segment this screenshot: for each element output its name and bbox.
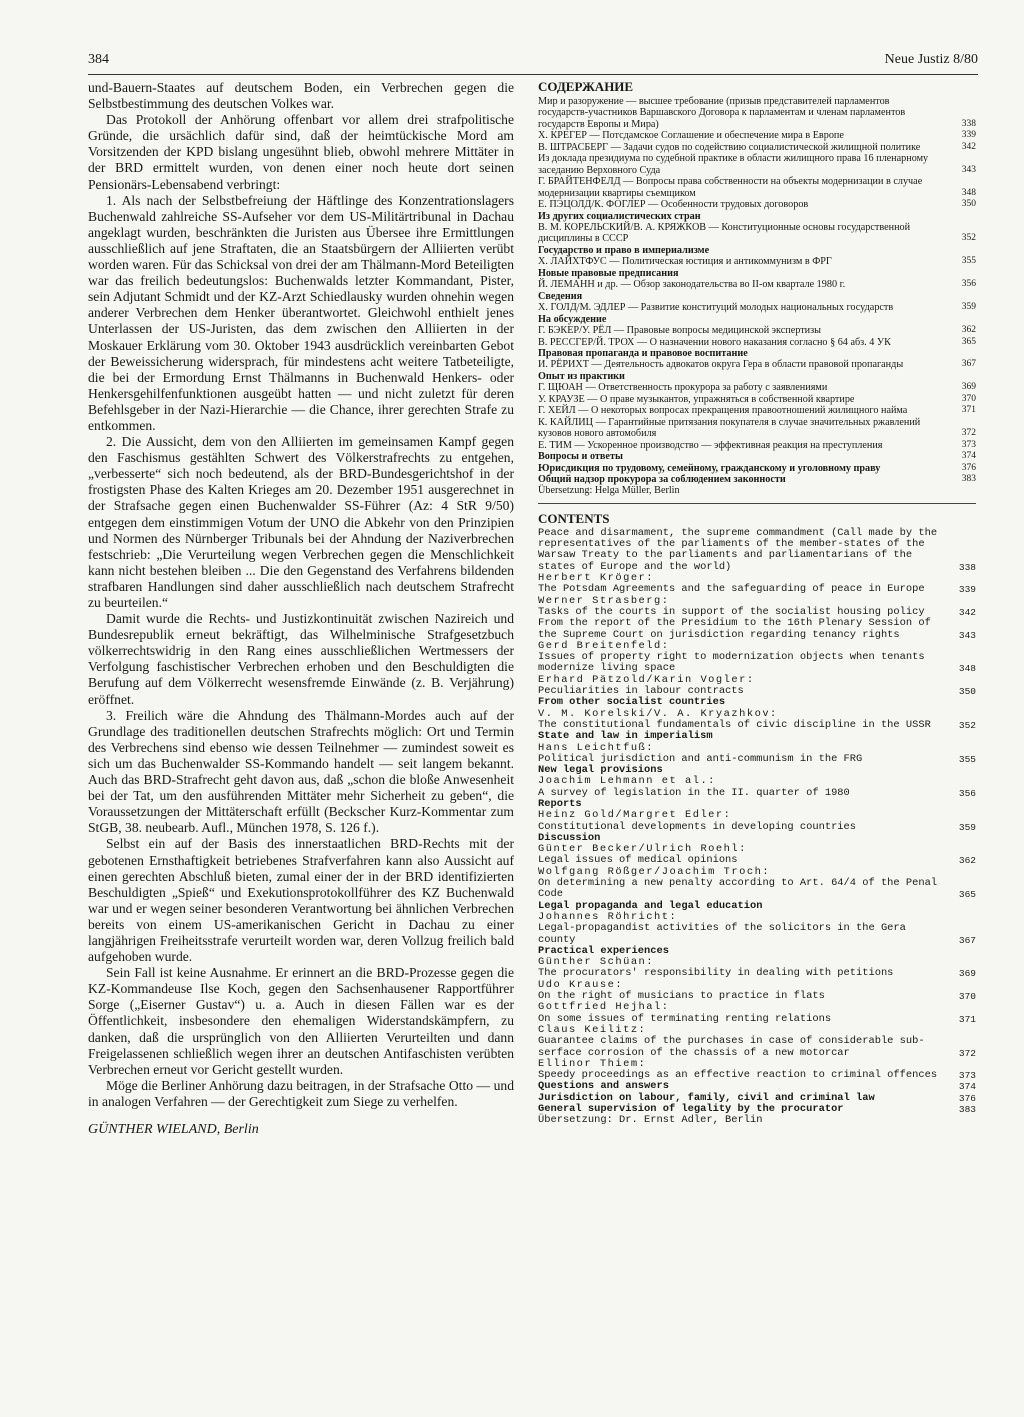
- toc-section-heading: [538, 451, 976, 462]
- toc-page-number: 376: [958, 1092, 976, 1104]
- article-paragraph: Möge die Berliner Anhörung dazu beitragen, in der Strafsache Otto — und in analogen Verfahren — der Gerechtigkeit zum Siege zu verhelfen.: [88, 1077, 514, 1109]
- toc-entry-title: Х. КРЕГЕР — Потсдамское Соглашение и обеспечение мира в Европе: [538, 130, 844, 142]
- toc-author-name: Hans Leichtfuß:: [538, 741, 655, 754]
- toc-page-number: 365: [958, 889, 976, 901]
- toc-author-name: Joachim Lehmann et al.:: [538, 775, 716, 788]
- toc-page-number: 356: [958, 787, 976, 799]
- toc-entry-title: В. М. КОРЕЛЬСКИЙ/В. А. КРЯЖКОВ — Конституционные основы государственной дисциплины в СССР: [538, 221, 911, 245]
- toc-author: [538, 1002, 976, 1013]
- toc-ru-list: [538, 96, 976, 485]
- toc-entry: [538, 302, 976, 313]
- toc-section-label: General supervision of legality by the procurator: [538, 1103, 844, 1115]
- toc-entry-title: Legal issues of medical opinions: [538, 854, 738, 867]
- article-paragraph: und-Bauern-Staates auf deutschem Boden, ein Verbrechen gegen die Selbstbestimmung des deutschen Volkes war.: [88, 80, 514, 112]
- toc-entry: [538, 652, 976, 675]
- toc-author: [538, 776, 976, 787]
- toc-entry-title: У. КРАУЗЕ — О праве музыкантов, упражняться в собственной квартире: [538, 393, 855, 405]
- toc-entry-title: Х. ГОЛД/М. ЭДЛЕР — Развитие конституций молодых национальных государств: [538, 302, 894, 314]
- toc-page-number: 339: [958, 584, 976, 596]
- article-column: [88, 80, 514, 1138]
- toc-section-label: From other socialist countries: [538, 696, 726, 709]
- toc-entry-title: Guarantee claims of the purchases in case of considerable sub-serface corrosion of the chassis of a new motorcar: [538, 1035, 925, 1059]
- toc-entry-title: Г. БРАЙТЕНФЕЛД — Вопросы права собственности на объекты модернизации в случае модернизации квартиры съемщиком: [538, 176, 923, 199]
- toc-section-label: На обсуждение: [538, 313, 607, 325]
- toc-page-number: 383: [958, 1104, 976, 1115]
- toc-page-number: 370: [961, 393, 976, 404]
- toc-entry-title: Issues of property right to modernization objects when tenants modernize living space: [538, 651, 925, 675]
- toc-entry: [538, 440, 976, 451]
- toc-page-number: 342: [961, 141, 976, 152]
- toc-author: [538, 810, 976, 821]
- toc-section-label: Вопросы и ответы: [538, 451, 623, 463]
- toc-section-heading: [538, 245, 976, 256]
- toc-page-number: 356: [961, 279, 976, 290]
- toc-section-label: Questions and answers: [538, 1080, 669, 1093]
- toc-page-number: 338: [958, 561, 976, 573]
- toc-entry-title: В. ШТРАСБЕРГ — Задачи судов по содействию социалистической жилищной политике: [538, 141, 921, 153]
- toc-entry-title: The Potsdam Agreements and the safeguarding of peace in Europe: [538, 583, 925, 596]
- toc-section-heading: [538, 1081, 976, 1092]
- toc-entry-title: В. РЕССГЕР/Й. ТРОХ — О назначении нового наказания согласно § 64 абз. 4 УК: [538, 336, 891, 348]
- article-paragraph: Selbst ein auf der Basis des innerstaatlichen BRD-Rechts mit der gebotenen Ernsthaftigkeit betriebenes Strafverfahren kann also Aussicht auf einen gerechten Abschluß bieten, zumal einer der in der BRD identifizierten Beschuldigten „Spieß“ und Exekutionsprotokollführer des KZ Buchenwald war und er wegen seiner besonderen Verantwortung bei ähnlichen Verbrechen bereits von einem US-amerikanischen Gericht in Dachau zu einer langjährigen Freiheitsstrafe verurteilt worden war, deren Vollzug freilich bald aufgehoben wurde.: [88, 836, 514, 965]
- toc-section-label: Reports: [538, 797, 582, 810]
- toc-entry: [538, 153, 976, 176]
- toc-page-number: 372: [961, 428, 976, 439]
- toc-section-heading: [538, 463, 976, 474]
- toc-entry-title: Г. ЩЮАН — Ответственность прокурора за работу с заявлениями: [538, 382, 828, 394]
- article-paragraph: 1. Als nach der Selbstbefreiung der Häftlinge des Konzentrationslagers Buchenwald zahlreiche SS-Aufseher vor dem US-Militärtribunal in Dachau angeklagt wurden, beschränkten die Juristen aus Übersee ihre Ermittlungen ausschließlich auf jene Straftaten, die an Staatsbürgern der Alliierten verübt worden waren. Für das Schicksal von drei der am Thälmann-Mord Beteiligten war das freilich bedeutungslos: Buchenwalds letzter Kommandant, Pister, sein Adjutant Schmidt und der KZ-Arzt Schiedlausky wurden ohnehin wegen anderer Verbrechen dem Henker überantwortet. Gleichwohl enthielt jenes Unterlassen der US-Juristen, das dem zwischen den Alliierten in der Moskauer Erklärung vom 30. Oktober 1943 ausdrücklich vereinbarten Gebot der Beweissicherung widersprach, für mindestens acht weitere Tatbeteiligte, die bei der Ermordung Ernst Thälmanns in Buchenwald Henkers- oder Henkersgehilfenfunktionen ausgeübt hatten — und nicht zuletzt für deren Befehlsgeber in der Nazi-Hierarchie — die Chance, ihrer gerechten Strafe zu entkommen.: [88, 192, 514, 433]
- article-paragraph: Das Protokoll der Anhörung offenbart vor allem drei strafpolitische Gründe, die ursächlich dafür sind, daß der heimtückische Mord am Vorsitzenden der KPD bislang ungesühnt blieb, obwohl mehrere Mittäter in der BRD ermittelt wurden, von denen einer noch heute dort seinen Pensionärs-Lebensabend verbringt:: [88, 112, 514, 192]
- toc-entry: [538, 822, 976, 833]
- toc-section-label: Discussion: [538, 831, 601, 844]
- toc-entry-title: Constitutional developments in developing countries: [538, 820, 857, 833]
- toc-page-number: 371: [961, 405, 976, 416]
- toc-author-name: Erhard Pätzold/Karin Vogler:: [538, 673, 755, 686]
- toc-page-number: 355: [958, 753, 976, 765]
- toc-page-number: 355: [961, 256, 976, 267]
- toc-page-number: 370: [958, 991, 976, 1003]
- toc-entry-title: Х. ЛАЙХТФУС — Политическая юстиция и антикоммунизм в ФРГ: [538, 256, 832, 268]
- article-paragraph: Damit wurde die Rechts- und Justizkontinuität zwischen Nazireich und Bundesrepublik erneut bekräftigt, das Wilhelminische Strafgesetzbuch völkerrechtswidrig in den Rang eines ausschließlichen Wertmessers der Verfolgung faschistischer Verbrechen erhoben und den Beschuldigten die Berufung auf dem Völkerrecht wesensfremde Einwände (z. B. Verjährung) eröffnet.: [88, 611, 514, 707]
- toc-entry: [538, 337, 976, 348]
- toc-section-label: Из других социалистических стран: [538, 210, 701, 222]
- toc-entry-title: К. КАЙЛИЦ — Гарантийные притязания покупателя в случае значительных ржавлений кузовов нового автомобиля: [538, 416, 921, 440]
- toc-section-label: State and law in imperialism: [538, 730, 713, 743]
- toc-page-number: 372: [958, 1047, 976, 1059]
- toc-page-number: 338: [961, 118, 976, 129]
- toc-entry: [538, 788, 976, 799]
- toc-entry: [538, 1036, 976, 1059]
- toc-page-number: 383: [961, 473, 976, 484]
- toc-entry: [538, 394, 976, 405]
- toc-entry-title: Из доклада президиума по судебной практике в области жилищного права 16 пленарному заседанию Верховного Суда: [538, 153, 929, 176]
- toc-entry: [538, 325, 976, 336]
- toc-entry: [538, 279, 976, 290]
- toc-entry-title: Г. БЭКЕР/У. РЁЛ — Правовые вопросы медицинской экспертизы: [538, 325, 821, 337]
- toc-section-label: Государство и право в империализме: [538, 244, 710, 256]
- toc-section-heading: [538, 697, 976, 708]
- toc-page-number: 369: [958, 968, 976, 980]
- toc-entry-title: A survey of legislation in the II. quarter of 1980: [538, 786, 850, 799]
- toc-ru-heading: СОДЕРЖАНИЕ: [538, 79, 634, 94]
- toc-section-label: Новые правовые предписания: [538, 267, 679, 279]
- toc-page-number: 350: [958, 686, 976, 698]
- page-number: 384: [88, 52, 109, 67]
- toc-entry: [538, 618, 976, 641]
- toc-entry-title: The procurators' responsibility in dealing with petitions: [538, 967, 894, 980]
- toc-section-heading: [538, 268, 976, 279]
- toc-entry: [538, 405, 976, 416]
- toc-author-name: Heinz Gold/Margret Edler:: [538, 809, 732, 822]
- toc-page-number: 374: [958, 1081, 976, 1093]
- toc-entry-title: On the right of musicians to practice in flats: [538, 990, 825, 1003]
- toc-page-number: 343: [961, 164, 976, 175]
- toc-page-number: 352: [958, 719, 976, 731]
- article-paragraph: 3. Freilich wäre die Ahndung des Thälmann-Mordes auch auf der Grundlage des traditionellen deutschen Strafrechts möglich: Ort und Termin des Verbrechens sind ebenso wie dessen Teilnehmer — zumindest soweit es sich um das Buchenwalder SS-Kommando handelt — seit langem bekannt. Auch das BRD-Strafrecht geht davon aus, daß „schon die bloße Anwesenheit bei der Tat, um den ausführenden Mittäter mehr Sicherheit zu geben“, die Voraussetzungen der Mittäterschaft erfüllt (Beckscher Kurz-Kommentar zum StGB, 38. neubearb. Aufl., München 1978, S. 126 f.).: [88, 707, 514, 836]
- toc-section-heading: [538, 371, 976, 382]
- toc-entry-title: On some issues of terminating renting relations: [538, 1012, 832, 1025]
- article-paragraph: Sein Fall ist keine Ausnahme. Er erinnert an die BRD-Prozesse gegen die KZ-Kommandeuse Ilse Koch, gegen den Sachsenhausener Rapportführer Sorge („Eiserner Gustav“) u. a. Auch in diesen Fällen war es der Öffentlichkeit, insbesondere den ehemaligen Widerstandskämpfern, zu danken, daß die ursprünglich von den Alliierten Verurteilten und dann Freigelassenen schließlich wegen ihrer an deutschen Antifaschisten verübten Verbrechen erneut vor Gericht gestellt wurden.: [88, 965, 514, 1077]
- toc-entry: [538, 130, 976, 141]
- toc-author-name: Herbert Kröger:: [538, 572, 655, 585]
- toc-author-name: Werner Strasberg:: [538, 594, 670, 607]
- toc-page-number: 367: [961, 359, 976, 370]
- toc-en-list: [538, 528, 976, 1115]
- toc-page-number: 348: [961, 187, 976, 198]
- toc-entry-title: Peculiarities in labour contracts: [538, 685, 744, 698]
- toc-entry: [538, 176, 976, 199]
- toc-page-number: 348: [958, 663, 976, 675]
- toc-author-name: Gerd Breitenfeld:: [538, 639, 670, 652]
- toc-section-label: Общий надзор прокурора за соблюдением законности: [538, 473, 786, 485]
- toc-entry-title: И. РЁРИХТ — Деятельность адвокатов округа Гера в области правовой пропаганды: [538, 359, 904, 371]
- toc-en-heading: CONTENTS: [538, 510, 610, 526]
- toc-entry: [538, 142, 976, 153]
- toc-entry-title: Е. ТИМ — Ускоренное производство — эффективная реакция на преступления: [538, 439, 883, 451]
- article-paragraph: 2. Die Aussicht, dem von den Alliierten im gemeinsamen Kampf gegen den Faschismus gestählten Schwert des Völkerstrafrechts zu entgehen, „verbesserte“ sich noch bedeutend, als der BRD-Bundesgerichtshof in der frostigsten Phase des Kalten Krieges am 20. Dezember 1951 ausgerechnet in der Strafsache gegen einen Buchenwalder SS-Führer (Az: 4 StR 9/50) entgegen dem einstimmigen Votum der UNO die Abkehr von den Prinzipien und Normen des Nürnberger Tribunals bei der Ahndung der Naziverbrechen festschrieb: „Die Verurteilung wegen Verbrechen gegen die Menschlichkeit kann nicht bestehen bleiben ... Die den Gegenstand des Verfahrens bildenden strafbaren Handlungen sind daher ausschließlich nach deutschem Strafrecht zu beurteilen.“: [88, 434, 514, 610]
- toc-section-label: Юрисдикция по трудовому, семейному, гражданскому и уголовному праву: [538, 462, 881, 474]
- toc-author-name: Günter Becker/Ulrich Roehl:: [538, 843, 747, 856]
- toc-ru-translator: Übersetzung: Helga Müller, Berlin: [538, 485, 680, 497]
- toc-entry-title: Tasks of the courts in support of the socialist housing policy: [538, 605, 925, 618]
- toc-entry: [538, 417, 976, 440]
- toc-section-heading: [538, 211, 976, 222]
- toc-page-number: 365: [961, 336, 976, 347]
- toc-page-number: 362: [961, 325, 976, 336]
- toc-entry: [538, 222, 976, 245]
- toc-entry-title: Legal-propagandist activities of the solicitors in the Gera county: [538, 922, 906, 946]
- toc-entry-title: The constitutional fundamentals of civic discipline in the USSR: [538, 718, 931, 731]
- toc-page-number: 376: [961, 462, 976, 473]
- toc-entry-title: Е. ПЭЦОЛД/К. ФОГЛЕР — Особенности трудовых договоров: [538, 199, 809, 211]
- toc-entry: [538, 528, 976, 573]
- toc-entry-title: Мир и разоружение — высшее требование (призыв представителей парламентов государств-участников Варшавского Договора к парламентам и членам парламентов государств Европы и Мира): [538, 96, 906, 130]
- page-header: [88, 52, 978, 72]
- toc-section-label: Сведения: [538, 290, 583, 302]
- toc-entry: [538, 199, 976, 210]
- toc-author-name: Johannes Röhricht:: [538, 910, 678, 923]
- toc-page-number: 352: [961, 233, 976, 244]
- toc-entry-title: Peace and disarmament, the supreme commandment (Call made by the representatives of the parliaments of the member-states of the Warsaw Treaty to the parliaments and parliamentarians of the states of Europe and the world): [538, 526, 938, 573]
- toc-author-name: Ellinor Thiem:: [538, 1057, 647, 1070]
- header-rule: [88, 74, 978, 75]
- toc-page-number: 371: [958, 1013, 976, 1025]
- toc-page-number: 373: [961, 439, 976, 450]
- toc-author-name: Günther Schüan:: [538, 956, 655, 969]
- toc-entry-title: Political jurisdiction and anti-communism in the FRG: [538, 752, 863, 765]
- toc-entry-title: On determining a new penalty according to Art. 64/4 of the Penal Code: [538, 877, 938, 901]
- toc-author-name: Gottfried Hejhal:: [538, 1001, 670, 1014]
- toc-page-number: 359: [958, 821, 976, 833]
- toc-page-number: 350: [961, 199, 976, 210]
- toc-section-label: Правовая пропаганда и правовое воспитание: [538, 347, 748, 359]
- toc-entry: [538, 256, 976, 267]
- toc-entry-title: Г. ХЕЙЛ — О некоторых вопросах прекращения правоотношений жилищного найма: [538, 405, 908, 417]
- toc-page-number: 367: [958, 934, 976, 946]
- toc-page-number: 373: [958, 1070, 976, 1082]
- table-of-contents: [538, 80, 976, 1127]
- toc-entry-title: Speedy proceedings as an effective reaction to criminal offences: [538, 1069, 938, 1082]
- toc-page-number: 339: [961, 130, 976, 141]
- toc-section-label: Practical experiences: [538, 944, 669, 957]
- article-author: GÜNTHER WIELAND, Berlin: [88, 1122, 259, 1137]
- toc-section-label: Legal propaganda and legal education: [538, 899, 763, 912]
- toc-author-name: V. M. Korelski/V. A. Kryazhkov:: [538, 707, 778, 720]
- toc-page-number: 369: [961, 382, 976, 393]
- toc-section-heading: [538, 474, 976, 485]
- toc-section-label: New legal provisions: [538, 764, 663, 777]
- toc-page-number: 343: [958, 629, 976, 641]
- toc-section-heading: [538, 314, 976, 325]
- toc-author-name: Claus Keilitz:: [538, 1023, 647, 1036]
- toc-section-heading: [538, 731, 976, 742]
- toc-entry-title: From the report of the Presidium to the 16th Plenary Session of the Supreme Court on jurisdiction regarding tenancy rights: [538, 617, 931, 641]
- toc-page-number: 359: [961, 302, 976, 313]
- toc-entry: [538, 96, 976, 130]
- toc-section-label: Jurisdiction on labour, family, civil and criminal law: [538, 1091, 875, 1104]
- toc-en-translator: Übersetzung: Dr. Ernst Adler, Berlin: [538, 1114, 763, 1127]
- toc-divider: [538, 503, 976, 504]
- journal-issue: Neue Justiz 8/80: [884, 52, 978, 67]
- toc-entry: [538, 923, 976, 946]
- toc-author-name: Wolfgang Rößger/Joachim Troch:: [538, 865, 771, 878]
- toc-entry-title: Й. ЛЕМАНН и др. — Обзор законодательства во II-ом квартале 1980 г.: [538, 279, 846, 291]
- toc-page-number: 374: [961, 451, 976, 462]
- toc-entry: [538, 382, 976, 393]
- toc-page-number: 362: [958, 855, 976, 867]
- toc-author-name: Udo Krause:: [538, 978, 624, 991]
- toc-page-number: 342: [958, 606, 976, 618]
- toc-entry: [538, 878, 976, 901]
- toc-entry: [538, 359, 976, 370]
- toc-section-label: Опыт из практики: [538, 370, 625, 382]
- toc-section-heading: [538, 291, 976, 302]
- toc-entry: [538, 584, 976, 595]
- toc-section-heading: [538, 348, 976, 359]
